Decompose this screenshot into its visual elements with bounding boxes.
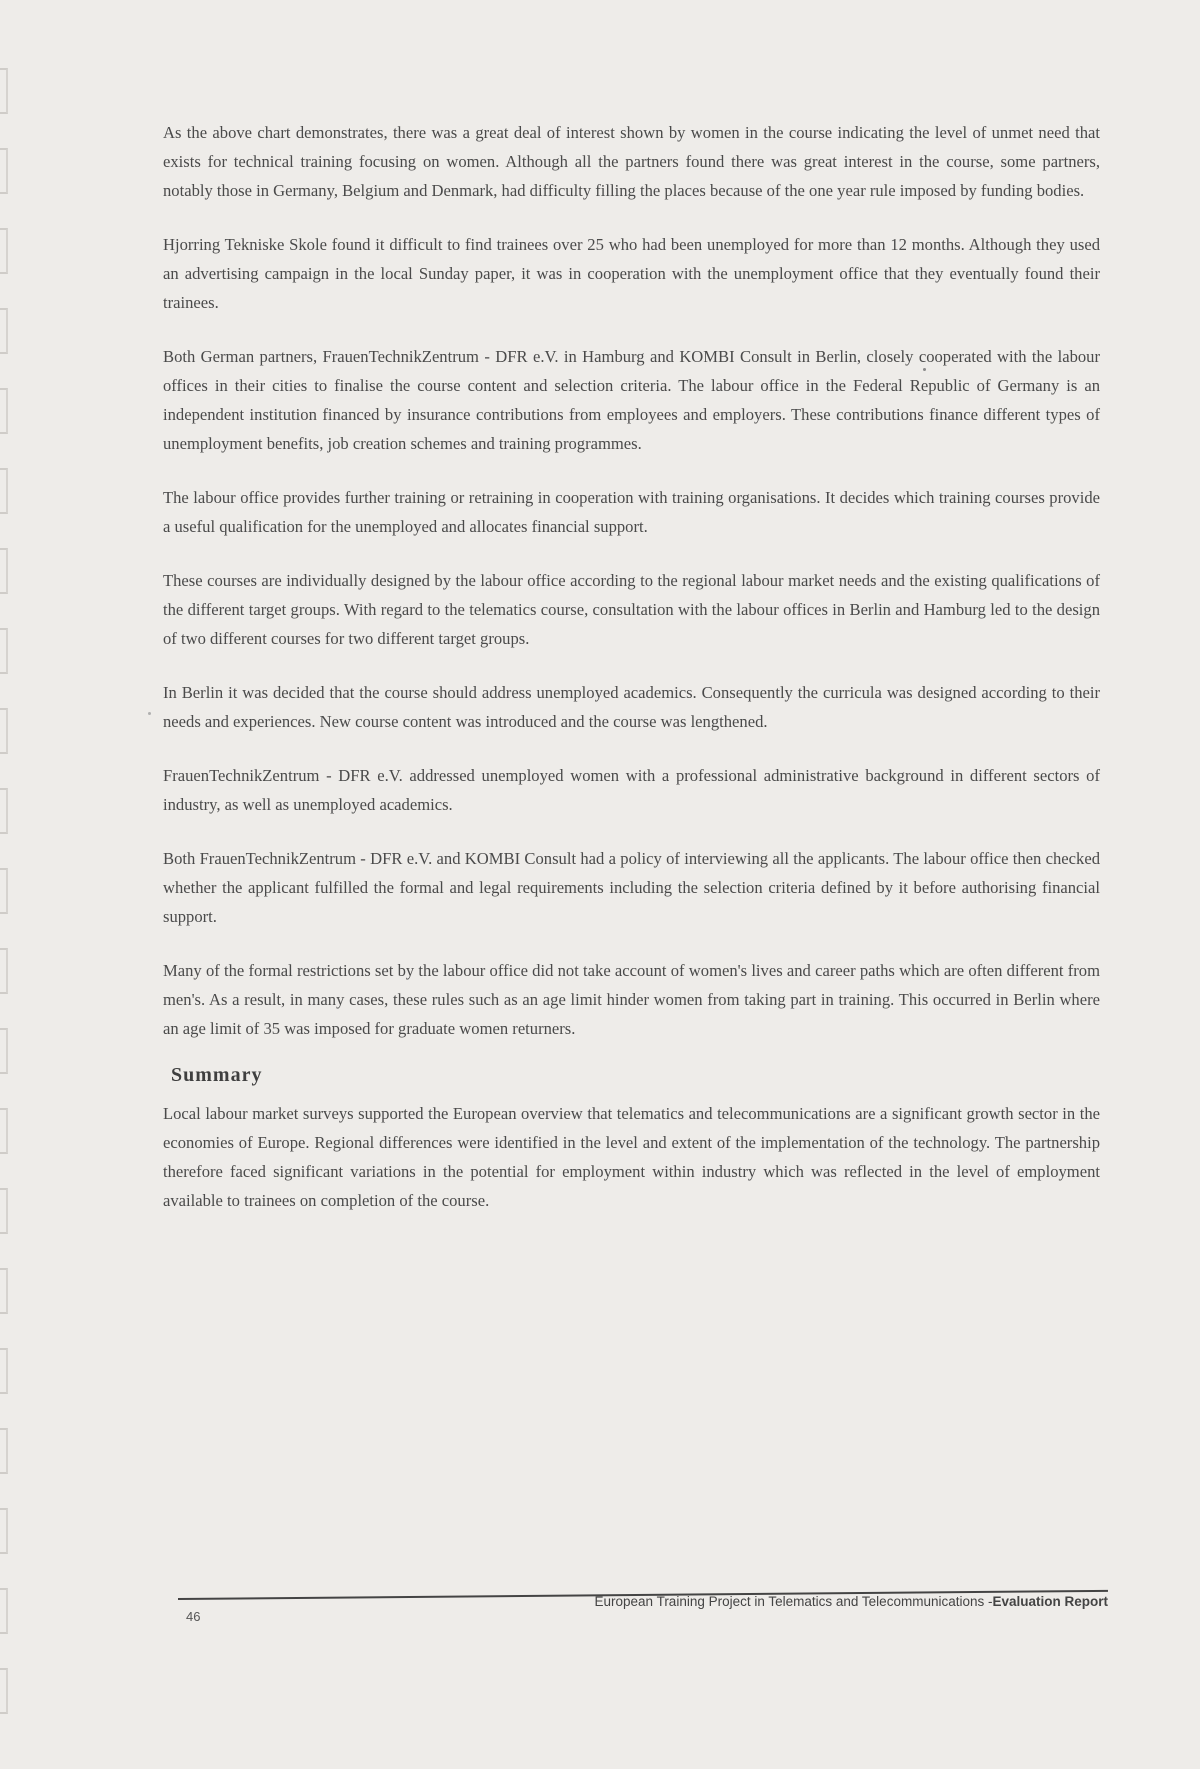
binding-mark	[0, 1028, 8, 1074]
binding-mark	[0, 708, 8, 754]
binding-mark	[0, 148, 8, 194]
section-heading: Summary	[171, 1064, 263, 1086]
binding-mark	[0, 228, 8, 274]
paragraph: FrauenTechnikZentrum - DFR e.V. addressed unemployed women with a professional administrative background in different sectors of industry, as well as unemployed academics.	[163, 766, 1100, 814]
paragraph: In Berlin it was decided that the course should address unemployed academics. Consequently the curricula was designed according to their needs and experiences. New course content was introduced and the course was lengthened.	[163, 683, 1100, 731]
paragraph: The labour office provides further training or retraining in cooperation with training organisations. It decides which training courses provide a useful qualification for the unemployed and allocates financial support.	[163, 488, 1100, 536]
binding-mark	[0, 1108, 8, 1154]
binding-mark	[0, 1508, 8, 1554]
binding-mark	[0, 1428, 8, 1474]
binding-mark	[0, 788, 8, 834]
paragraph: Both FrauenTechnikZentrum - DFR e.V. and KOMBI Consult had a policy of interviewing all the applicants. The labour office then checked whether the applicant fulfilled the formal and legal requirements including the selection criteria defined by it before authorising financial support.	[163, 849, 1100, 926]
binding-mark	[0, 68, 8, 114]
binding-mark	[0, 308, 8, 354]
paragraph: Hjorring Tekniske Skole found it difficult to find trainees over 25 who had been unemployed for more than 12 months. Although they used an advertising campaign in the local Sunday paper, it was in cooperation with the unemployment office that they eventually found their trainees.	[163, 235, 1100, 312]
paragraph: As the above chart demonstrates, there was a great deal of interest shown by women in the course indicating the level of unmet need that exists for technical training focusing on women. Although all the partners found there was great interest in the course, some partners, notably those in Germany, Belgium and Denmark, had difficulty filling the places because of the one year rule imposed by funding bodies.	[163, 123, 1100, 200]
body-text	[163, 118, 1100, 1240]
paragraph: Many of the formal restrictions set by the labour office did not take account of women's lives and career paths which are often different from men's. As a result, in many cases, these rules such as an age limit hinder women from taking part in training. This occurred in Berlin where an age limit of 35 was imposed for graduate women returners.	[163, 961, 1100, 1038]
binding-mark	[0, 548, 8, 594]
footer-title	[595, 1594, 1108, 1609]
binding-holes	[0, 0, 14, 1769]
binding-mark	[0, 388, 8, 434]
binding-mark	[0, 1588, 8, 1634]
summary-paragraph: Local labour market surveys supported the European overview that telematics and telecommunications are a significant growth sector in the economies of Europe. Regional differences were identified in the level and extent of the implementation of the technology. The partnership therefore faced significant variations in the potential for employment within industry which was reflected in the level of employment available to trainees on completion of the course.	[163, 1104, 1100, 1210]
binding-mark	[0, 1668, 8, 1714]
binding-mark	[0, 628, 8, 674]
footer-title-main: European Training Project in Telematics and Telecommunications -	[594, 1594, 993, 1609]
scan-speck	[148, 712, 151, 715]
page-number: 46	[186, 1609, 201, 1624]
binding-mark	[0, 1348, 8, 1394]
binding-mark	[0, 468, 8, 514]
binding-mark	[0, 1188, 8, 1234]
footer-title-bold: Evaluation Report	[992, 1594, 1108, 1609]
binding-mark	[0, 948, 8, 994]
binding-mark	[0, 1268, 8, 1314]
paragraph: Both German partners, FrauenTechnikZentrum - DFR e.V. in Hamburg and KOMBI Consult in Berlin, closely cooperated with the labour offices in their cities to finalise the course content and selection criteria. The labour office in the Federal Republic of Germany is an independent institution financed by insurance contributions from employees and employers. These contributions finance different types of unemployment benefits, job creation schemes and training programmes.	[163, 347, 1100, 453]
paragraph: These courses are individually designed by the labour office according to the regional labour market needs and the existing qualifications of the different target groups. With regard to the telematics course, consultation with the labour offices in Berlin and Hamburg led to the design of two different courses for two different target groups.	[163, 571, 1100, 648]
binding-mark	[0, 868, 8, 914]
